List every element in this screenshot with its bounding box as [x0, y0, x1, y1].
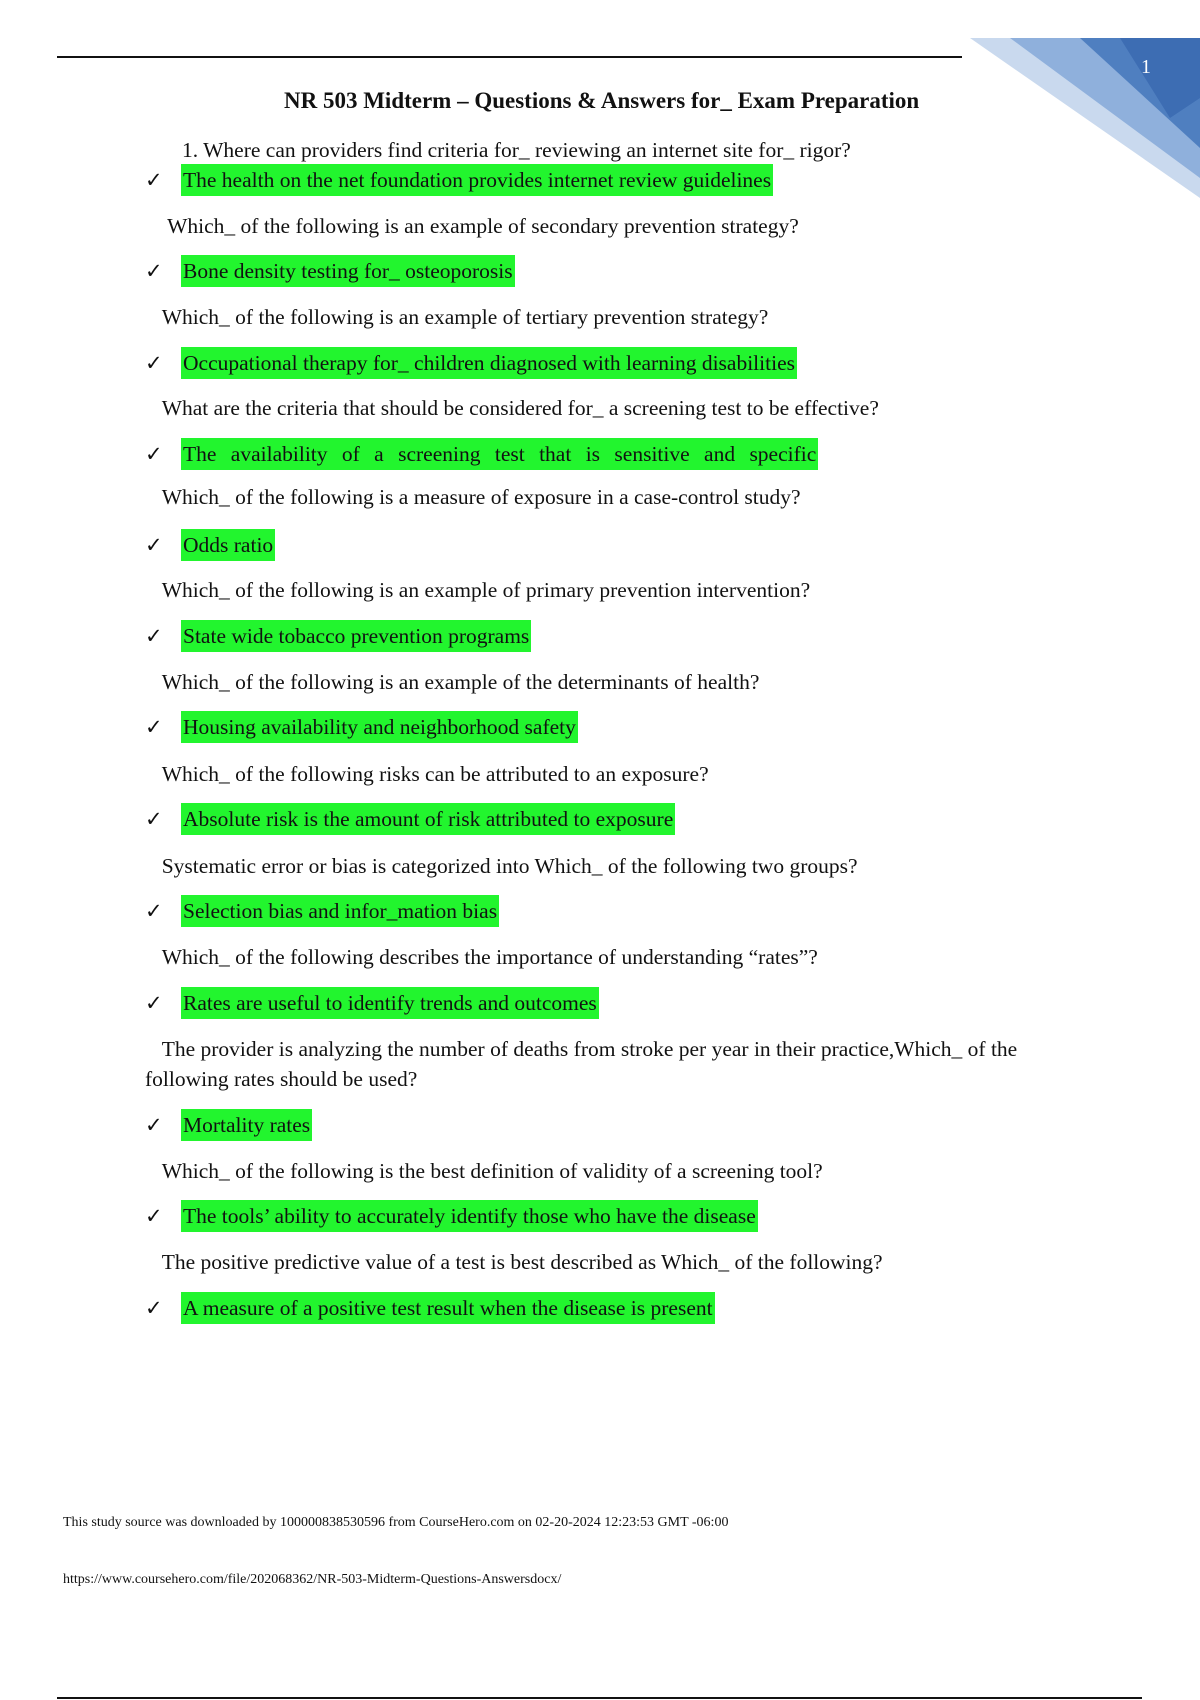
answer-highlight: Rates are useful to identify trends and outcomes — [181, 987, 599, 1019]
download-notice: This study source was downloaded by 100000838530596 from CourseHero.com on 02-20-2024 12:23:53 GMT -06:00 — [63, 1515, 729, 1530]
check-icon: ✓ — [145, 442, 163, 466]
answer — [145, 347, 797, 379]
check-icon: ✓ — [145, 807, 163, 831]
question: Systematic error or bias is categorized into Which_ of the following two groups? — [145, 854, 841, 878]
question: The positive predictive value of a test is best described as Which_ of the following? — [145, 1250, 866, 1274]
answer-highlight: A measure of a positive test result when the disease is present — [181, 1292, 715, 1324]
answer — [145, 620, 531, 652]
answer — [145, 1200, 758, 1232]
question: Which_ of the following is an example of primary prevention intervention? — [145, 578, 794, 602]
question: Which_ of the following risks can be attributed to an exposure? — [145, 762, 692, 786]
question: Which_ of the following is an example of the determinants of health? — [145, 670, 743, 694]
answer — [145, 803, 675, 835]
question: Which_ of the following is an example of secondary prevention strategy? — [145, 214, 777, 238]
question: 1. Where can providers find criteria for_ reviewing an internet site for_ rigor? — [182, 138, 851, 162]
check-icon: ✓ — [145, 1296, 163, 1320]
answer-highlight: Mortality rates — [181, 1109, 312, 1141]
answer-highlight: Bone density testing for_ osteoporosis — [181, 255, 515, 287]
check-icon: ✓ — [145, 168, 163, 192]
question: Which_ of the following is the best definition of validity of a screening tool? — [145, 1159, 806, 1183]
question: What are the criteria that should be considered for_ a screening test to be effective? — [145, 396, 863, 420]
answer-highlight: Occupational therapy for_ children diagnosed with learning disabilities — [181, 347, 797, 379]
answer — [145, 164, 773, 196]
answer — [145, 438, 818, 470]
check-icon: ✓ — [145, 259, 163, 283]
answer — [145, 895, 499, 927]
answer — [145, 529, 275, 561]
answer — [145, 1109, 312, 1141]
footer-rule — [57, 1697, 1142, 1699]
page-number: 1 — [1141, 56, 1151, 78]
source-url: https://www.coursehero.com/file/202068362/NR-503-Midterm-Questions-Answersdocx/ — [63, 1572, 562, 1587]
question: Which_ of the following describes the importance of understanding “rates”? — [145, 945, 802, 969]
check-icon: ✓ — [145, 715, 163, 739]
check-icon: ✓ — [145, 1113, 163, 1137]
answer-highlight: Odds ratio — [181, 529, 275, 561]
answer — [145, 987, 599, 1019]
check-icon: ✓ — [145, 533, 163, 557]
check-icon: ✓ — [145, 1204, 163, 1228]
answer-highlight: The health on the net foundation provides internet review guidelines — [181, 164, 773, 196]
answer-highlight: Housing availability and neighborhood safety — [181, 711, 578, 743]
check-icon: ✓ — [145, 991, 163, 1015]
question: Which_ of the following is a measure of exposure in a case-control study? — [145, 485, 784, 509]
check-icon: ✓ — [145, 899, 163, 923]
question: The provider is analyzing the number of deaths from stroke per year in their practice,Which_ of the following rates should be used? — [145, 1037, 1001, 1091]
answer — [145, 711, 578, 743]
check-icon: ✓ — [145, 351, 163, 375]
question: Which_ of the following is an example of tertiary prevention strategy? — [145, 305, 752, 329]
answer-highlight: Absolute risk is the amount of risk attributed to exposure — [181, 803, 675, 835]
page-title: NR 503 Midterm – Questions & Answers for_ Exam Preparation — [284, 88, 920, 113]
answer-highlight: State wide tobacco prevention programs — [181, 620, 531, 652]
answer — [145, 1292, 715, 1324]
answer-highlight: The availability of a screening test that is sensitive and specific — [181, 438, 818, 470]
answer-highlight: The tools’ ability to accurately identify those who have the disease — [181, 1200, 758, 1232]
check-icon: ✓ — [145, 624, 163, 648]
answer — [145, 255, 515, 287]
answer-highlight: Selection bias and infor_mation bias — [181, 895, 499, 927]
